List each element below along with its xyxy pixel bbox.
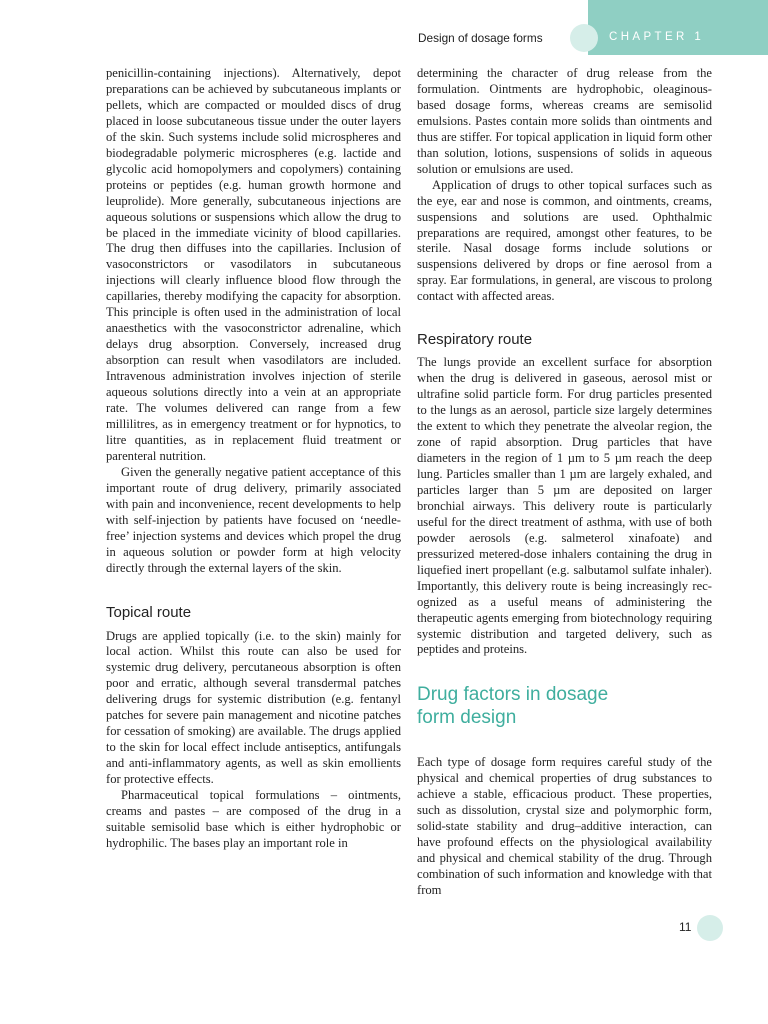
left-column <box>106 66 401 852</box>
paragraph: penicillin-containing injections). Alternatively, depot preparations can be achieved by subcutaneous implants or pellets, which are compacted or moulded discs of drug placed in loose subcutaneous tissue under the outer layers of the skin. Such systems include solid microspheres and biodegradable polymeric microspheres (e.g. lactide and glycolic acid homopolymers and copolymers) containing proteins or peptides (e.g. human growth hormone and leuprolide). More generally, subcutaneous injections are aqueous solutions or suspensions which allow the drug to be placed in the immediate vicinity of blood capillaries. The drug then diffuses into the capillaries. Inclusion of vasoconstrictors or vasodilators in subcutaneous injections will clearly influence blood flow through the capillaries, thereby modifying the capacity for absorption. This principle is often used in the administration of local anaesthetics with the vasoconstrictor adrenaline, which delays drug absorption. Conversely, increased drug absorption can result when vasodilators are included. Intravenous administration involves injection of sterile aqueous solutions directly into a vein at an appropriate rate. The volumes delivered can range from a few millilitres, as in emergency treatment or for hypnotics, to litre quantities, as in replacement fluid treatment or parenteral nutrition. <box>106 66 401 463</box>
page-number: 11 <box>679 920 692 934</box>
right-column <box>417 66 712 899</box>
chapter-circle-decoration <box>570 24 598 52</box>
topical-route-heading: Topical route <box>106 603 192 621</box>
chapter-tab <box>588 0 768 55</box>
section-heading-drug-factors: Drug factors in dosage form design <box>417 684 609 729</box>
chapter-label: CHAPTER 1 <box>609 31 705 43</box>
paragraph: Pharmaceutical topical formulations – ointments, creams and pastes – are composed of the drug in a suitable semisolid base which is either hydrophobic or hydrophilic. The bases play an important role in <box>106 788 401 850</box>
running-head: Design of dosage forms <box>418 31 543 45</box>
paragraph: Each type of dosage form requires careful study of the physical and chemical properties of drug substances to achieve a stable, efficacious product. These properties, such as dissolution, crystal size and polymorphic form, solid-state stability and drug–additive interaction, can have profound effects on the physiological availability and physical and chemical stability of the drug. Through combination of such information and knowledge with that from <box>417 755 712 898</box>
paragraph: Given the generally negative patient acceptance of this important route of drug delivery, primarily associated with pain and inconvenience, recent developments to help with self-injection by patients have focused on ‘needle-free’ injection systems and devices which propel the drug in aqueous solution or powder form at high velocity directly through the external layers of the skin. <box>106 464 401 575</box>
paragraph: The lungs provide an excellent surface for absorption when the drug is delivered in gaseous, aerosol mist or ultrafine solid particle form. For drug particles presented to the lungs as an aerosol, particle size largely determines the extent to which they penetrate the alveolar region, the zone of rapid absorption. Drug particles that have diameters in the region of 1 µm to 5 µm reach the deep lung. Particles smaller than 1 µm are largely exhaled, and particles larger than 5 µm are deposited on larger bronchial airways. This delivery route is particularly useful for the direct treatment of asthma, with use of both powder aerosols (e.g. salmeterol xinafoate) and pressurized metered-dose inhalers containing the drug in liquefied inert propellant (e.g. salbutamol sulfate inhaler). Importantly, this delivery route is being increasingly recognized as a useful means of administering the therapeutic agents emerging from biotechnology requiring systemic distribution and targeted delivery, such as peptides and proteins. <box>417 355 712 657</box>
respiratory-route-heading: Respiratory route <box>417 331 533 349</box>
page-number-circle-decoration <box>697 915 723 941</box>
paragraph: determining the character of drug release from the formulation. Ointments are hydrophobic, oleaginous-based dosage forms, whereas creams are semisolid emulsions. Pastes contain more solids than ointments and thus are stiffer. For topical application in liquid form other than solution, lotions, suspensions of solids in aqueous solution or emulsions are used. <box>417 66 712 176</box>
paragraph: Drugs are applied topically (i.e. to the skin) mainly for local action. Whilst this route can also be used for systemic drug delivery, percutaneous absorption is often poor and erratic, although several transdermal patches delivering drugs for systemic distribution (e.g. fentanyl patches for severe pain management and nicotine patches for cessation of smoking) are available. The drugs applied to the skin for local effect include antiseptics, antifungals and anti-inflammatory agents, as well as skin emollients for protective effects. <box>106 628 401 787</box>
paragraph: Application of drugs to other topical surfaces such as the eye, ear and nose is common, and ointments, creams, suspensions and solutions are used. Ophthalmic preparations are required, amongst other features, to be sterile. Nasal dosage forms include solutions or suspensions delivered by drops or fine aerosol from a spray. Ear formulations, in general, are viscous to prolong contact with affected areas. <box>417 177 712 304</box>
